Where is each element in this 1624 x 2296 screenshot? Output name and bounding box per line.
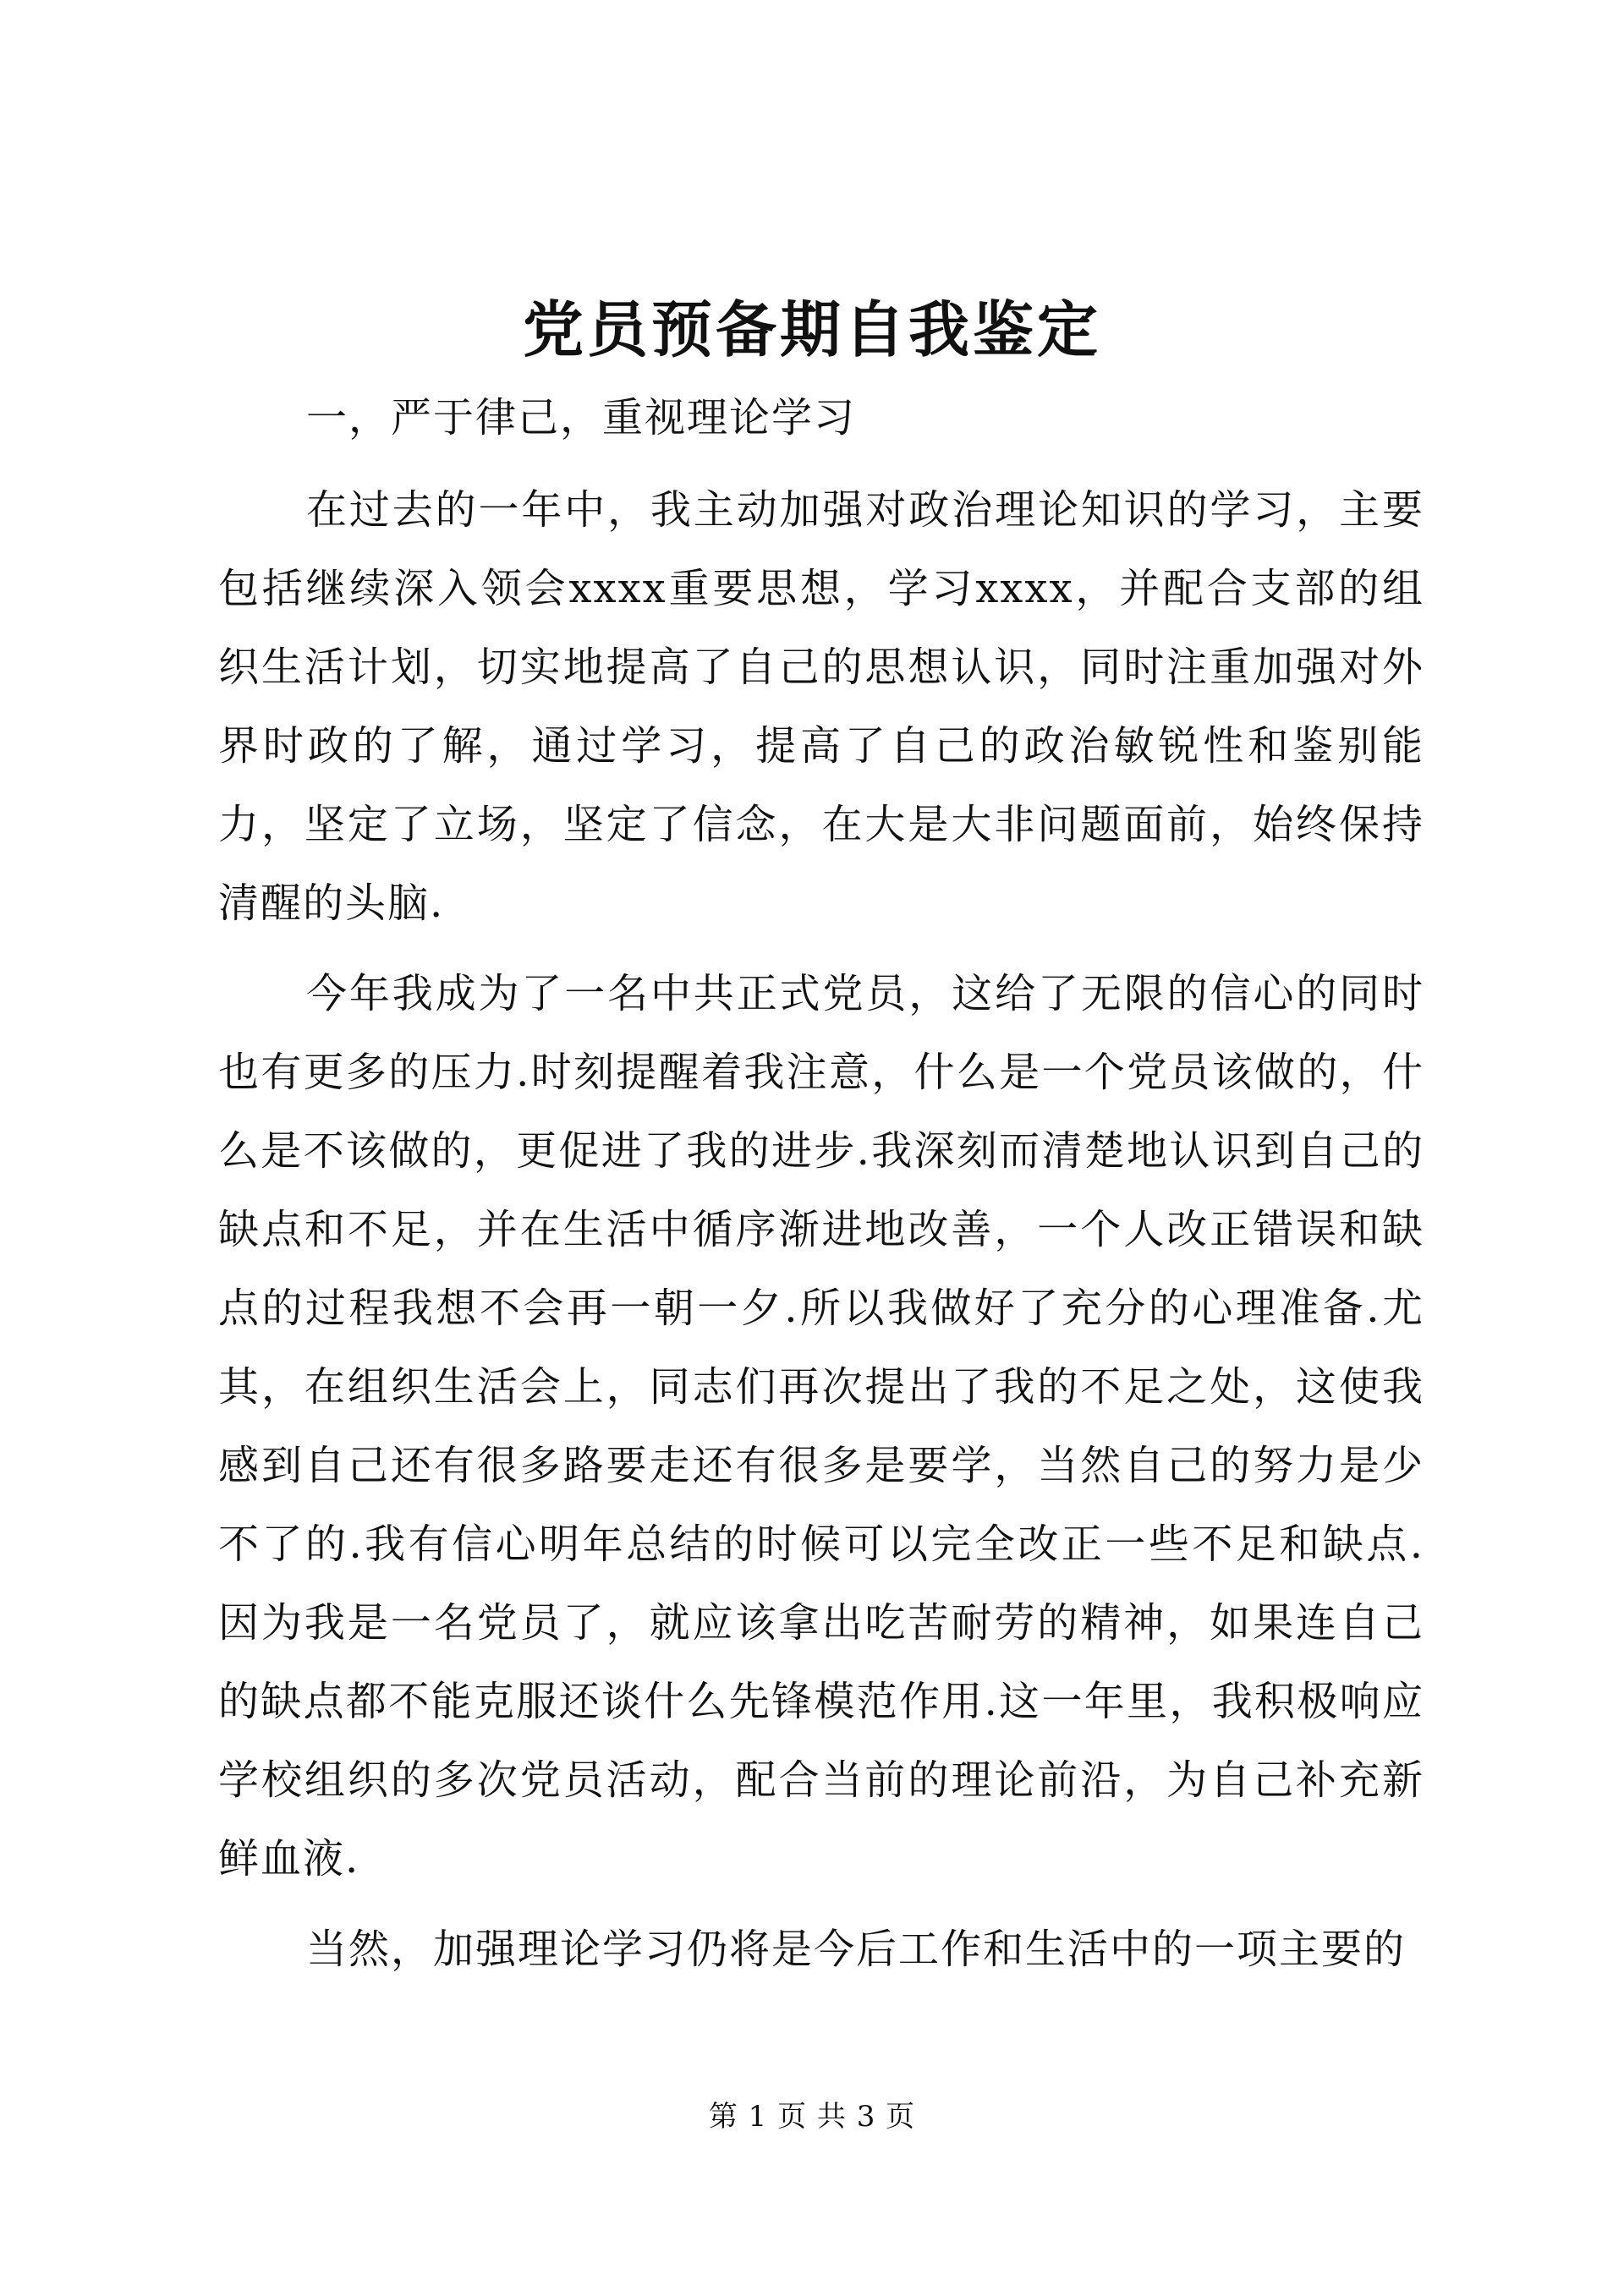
document-body [218, 379, 1424, 2001]
document-title: 党员预备期自我鉴定 [522, 293, 1101, 365]
page-number-footer: 第 1 页 共 3 页 [708, 2100, 916, 2134]
section-heading: 一，严于律己，重视理论学习 [306, 394, 857, 441]
paragraph-2: 今年我成为了一名中共正式党员，这给了无限的信心的同时也有更多的压力.时刻提醒着我注意，什么是一个党员该做的，什么是不该做的，更促进了我的进步.我深刻而清楚地认识到自己的缺点和不足，并在生活中循序渐进地改善，一个人改正错误和缺点的过程我想不会再一朝一夕.所以我做好了充分的心理准备.尤其，在组织生活会上，同志们再次提出了我的不足之处，这使我感到自己还有很多路要走还有很多是要学，当然自己的努力是少不了的.我有信心明年总结的时候可以完全改正一些不足和缺点.因为我是一名党员了，就应该拿出吃苦耐劳的精神，如果连自己的缺点都不能克服还谈什么先锋模范作用.这一年里，我积极响应学校组织的多次党员活动，配合当前的理论前沿，为自己补充新鲜血液. [218, 970, 1424, 1882]
paragraph-3: 当然，加强理论学习仍将是今后工作和生活中的一项主要的 [306, 1926, 1407, 1973]
paragraph-1: 在过去的一年中，我主动加强对政治理论知识的学习，主要包括继续深入领会xxxx重要思想，学习xxxx，并配合支部的组织生活计划，切实地提高了自己的思想认识，同时注重加强对外界时政的了解，通过学习，提高了自己的政治敏锐性和鉴别能力，坚定了立场，坚定了信念，在大是大非问题面前，始终保持清醒的头脑. [218, 486, 1424, 927]
